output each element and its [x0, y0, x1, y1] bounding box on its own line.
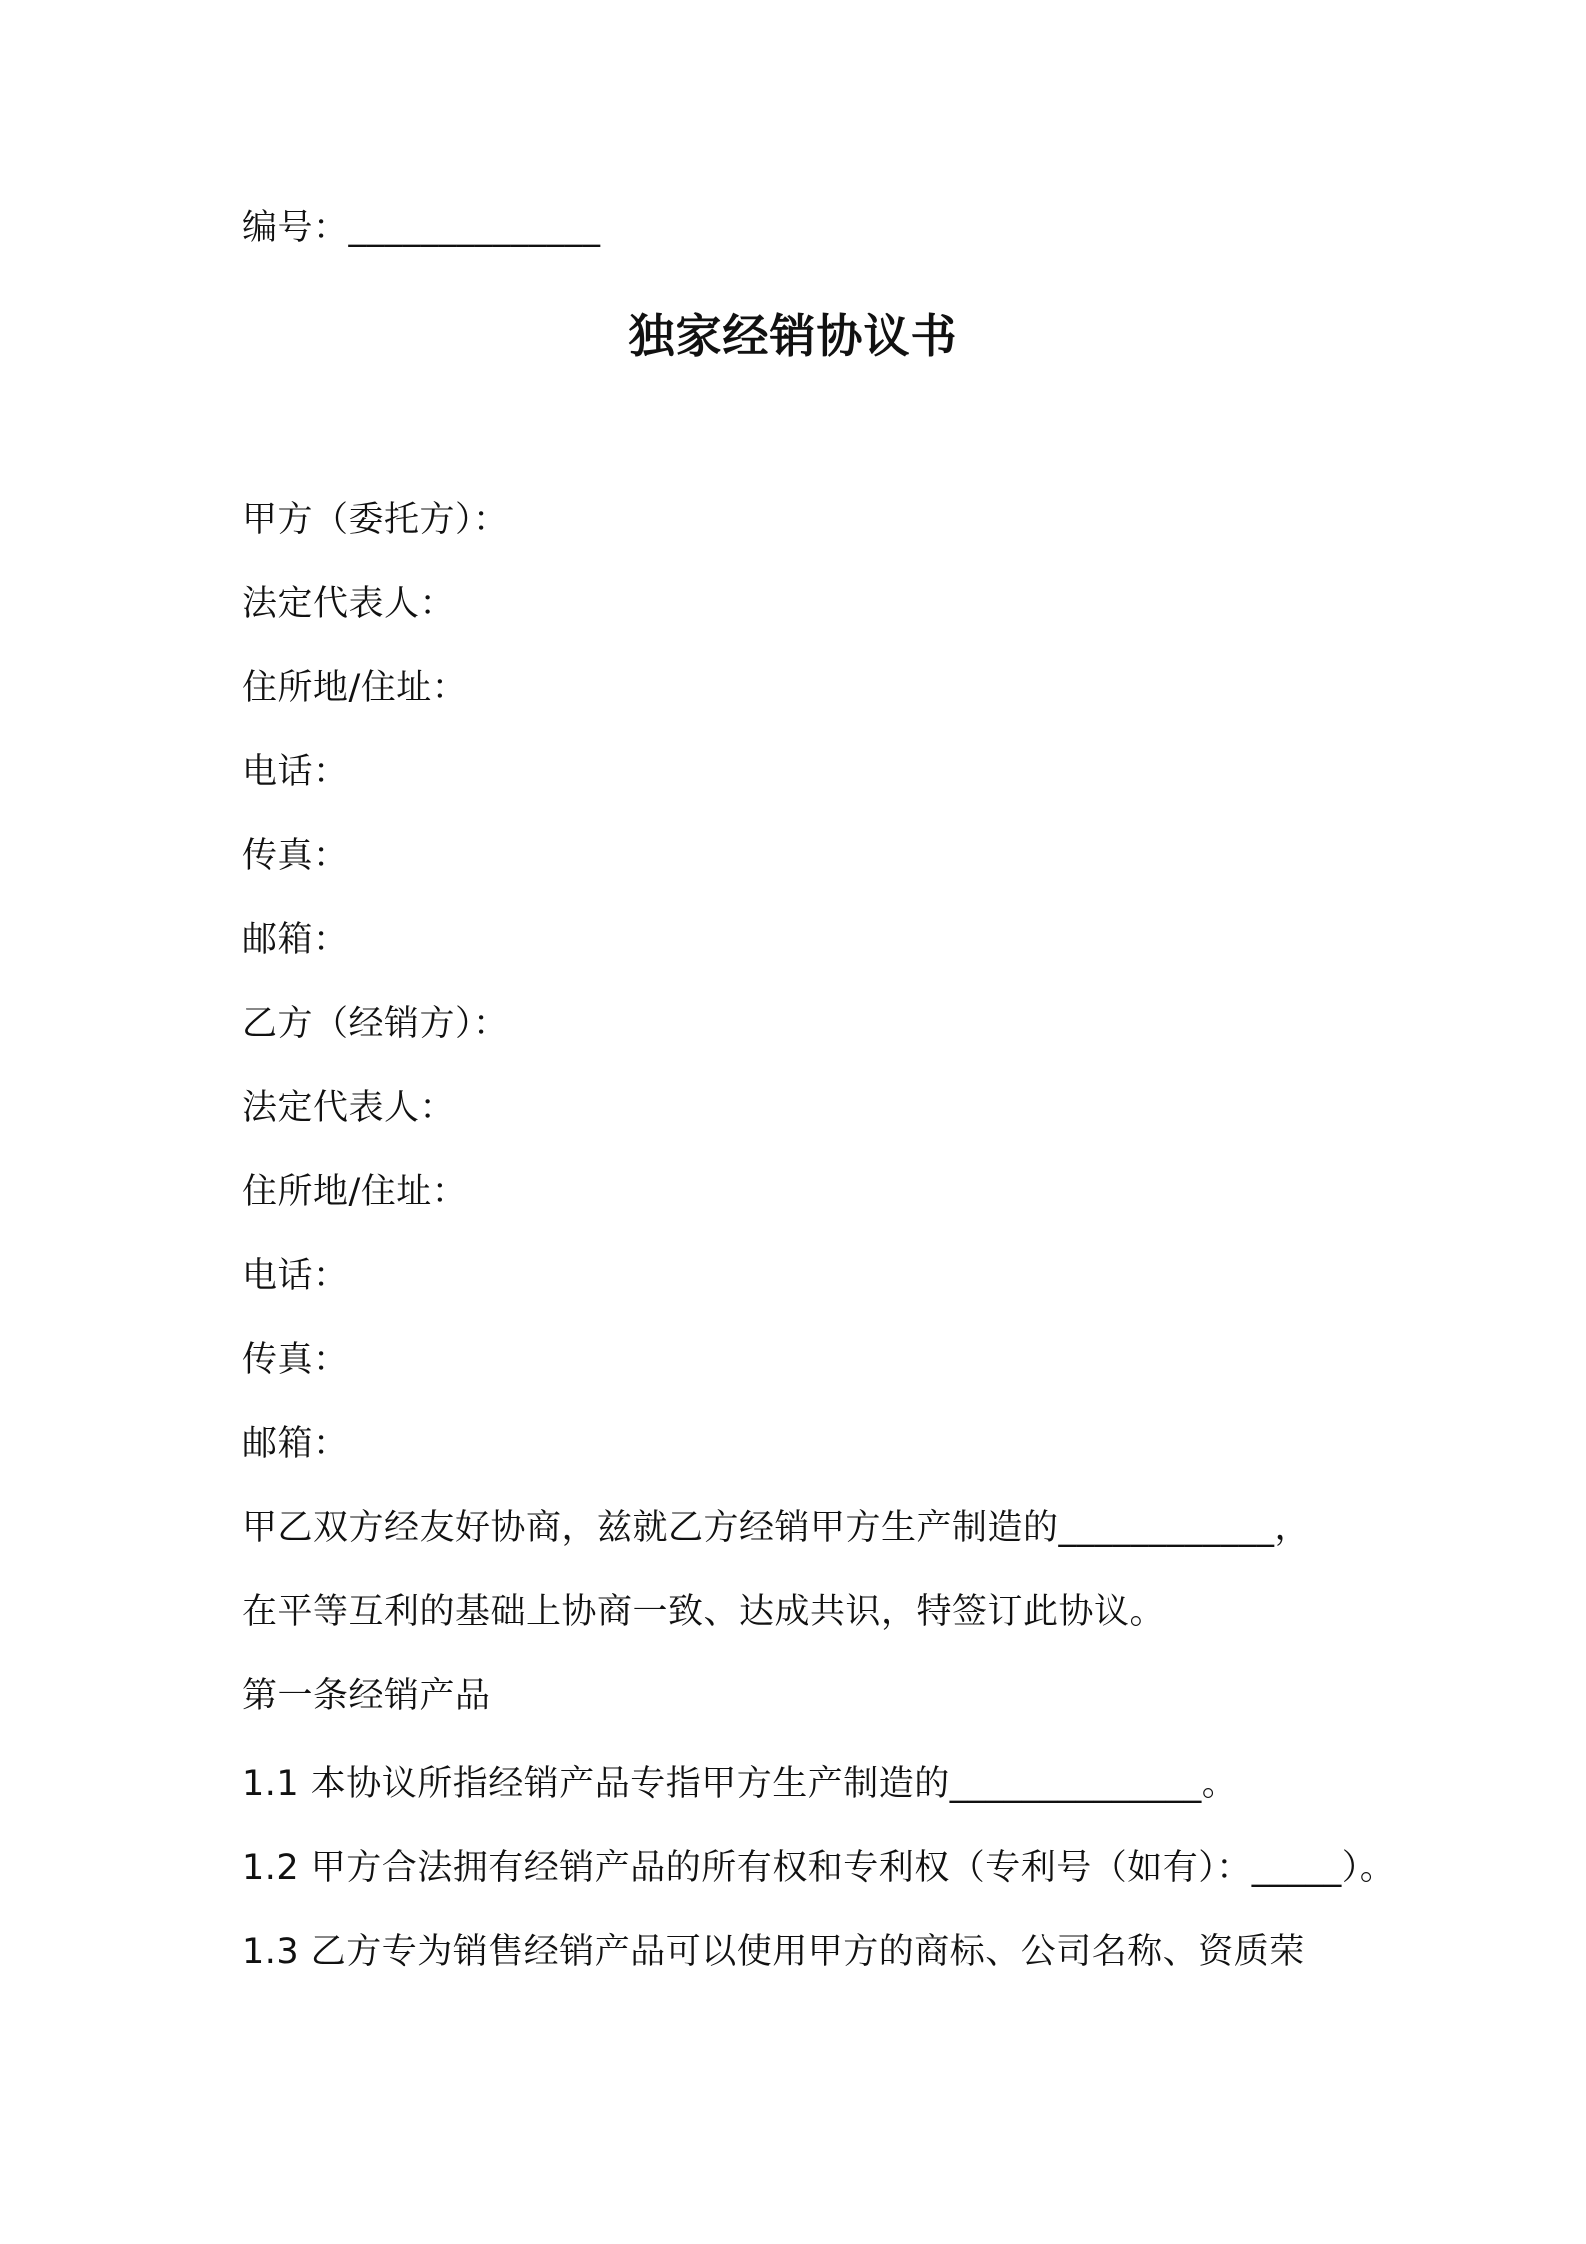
party-b-name: 乙方（经销方）： [242, 1004, 509, 1044]
party-a-name: 甲方（委托方）： [242, 500, 509, 540]
article-1-heading: 第一条经销产品 [242, 1676, 491, 1716]
party-a-phone: 电话： [242, 752, 349, 792]
document-title: 独家经销协议书 [628, 309, 958, 363]
party-b-phone: 电话： [242, 1256, 349, 1296]
party-a-email: 邮箱： [242, 920, 349, 960]
party-a-rep: 法定代表人： [242, 584, 456, 624]
party-a-fax: 传真： [242, 836, 349, 876]
preamble-line-1: 甲乙双方经友好协商，兹就乙方经销甲方生产制造的____________， [242, 1508, 1311, 1548]
party-b-rep: 法定代表人： [242, 1088, 456, 1128]
party-b-address: 住所地/住址： [242, 1172, 468, 1212]
party-a-address: 住所地/住址： [242, 668, 468, 708]
party-b-fax: 传真： [242, 1340, 349, 1380]
party-b-email: 邮箱： [242, 1424, 349, 1464]
clause-1-1: 1.1 本协议所指经销产品专指甲方生产制造的______________。 [242, 1764, 1238, 1804]
contract-number: 编号：______________ [242, 208, 601, 248]
clause-1-2: 1.2 甲方合法拥有经销产品的所有权和专利权（专利号（如有）：_____）。 [242, 1848, 1396, 1888]
preamble-line-2: 在平等互利的基础上协商一致、达成共识，特签订此协议。 [242, 1592, 1166, 1632]
clause-1-3: 1.3 乙方专为销售经销产品可以使用甲方的商标、公司名称、资质荣 [242, 1932, 1305, 1972]
